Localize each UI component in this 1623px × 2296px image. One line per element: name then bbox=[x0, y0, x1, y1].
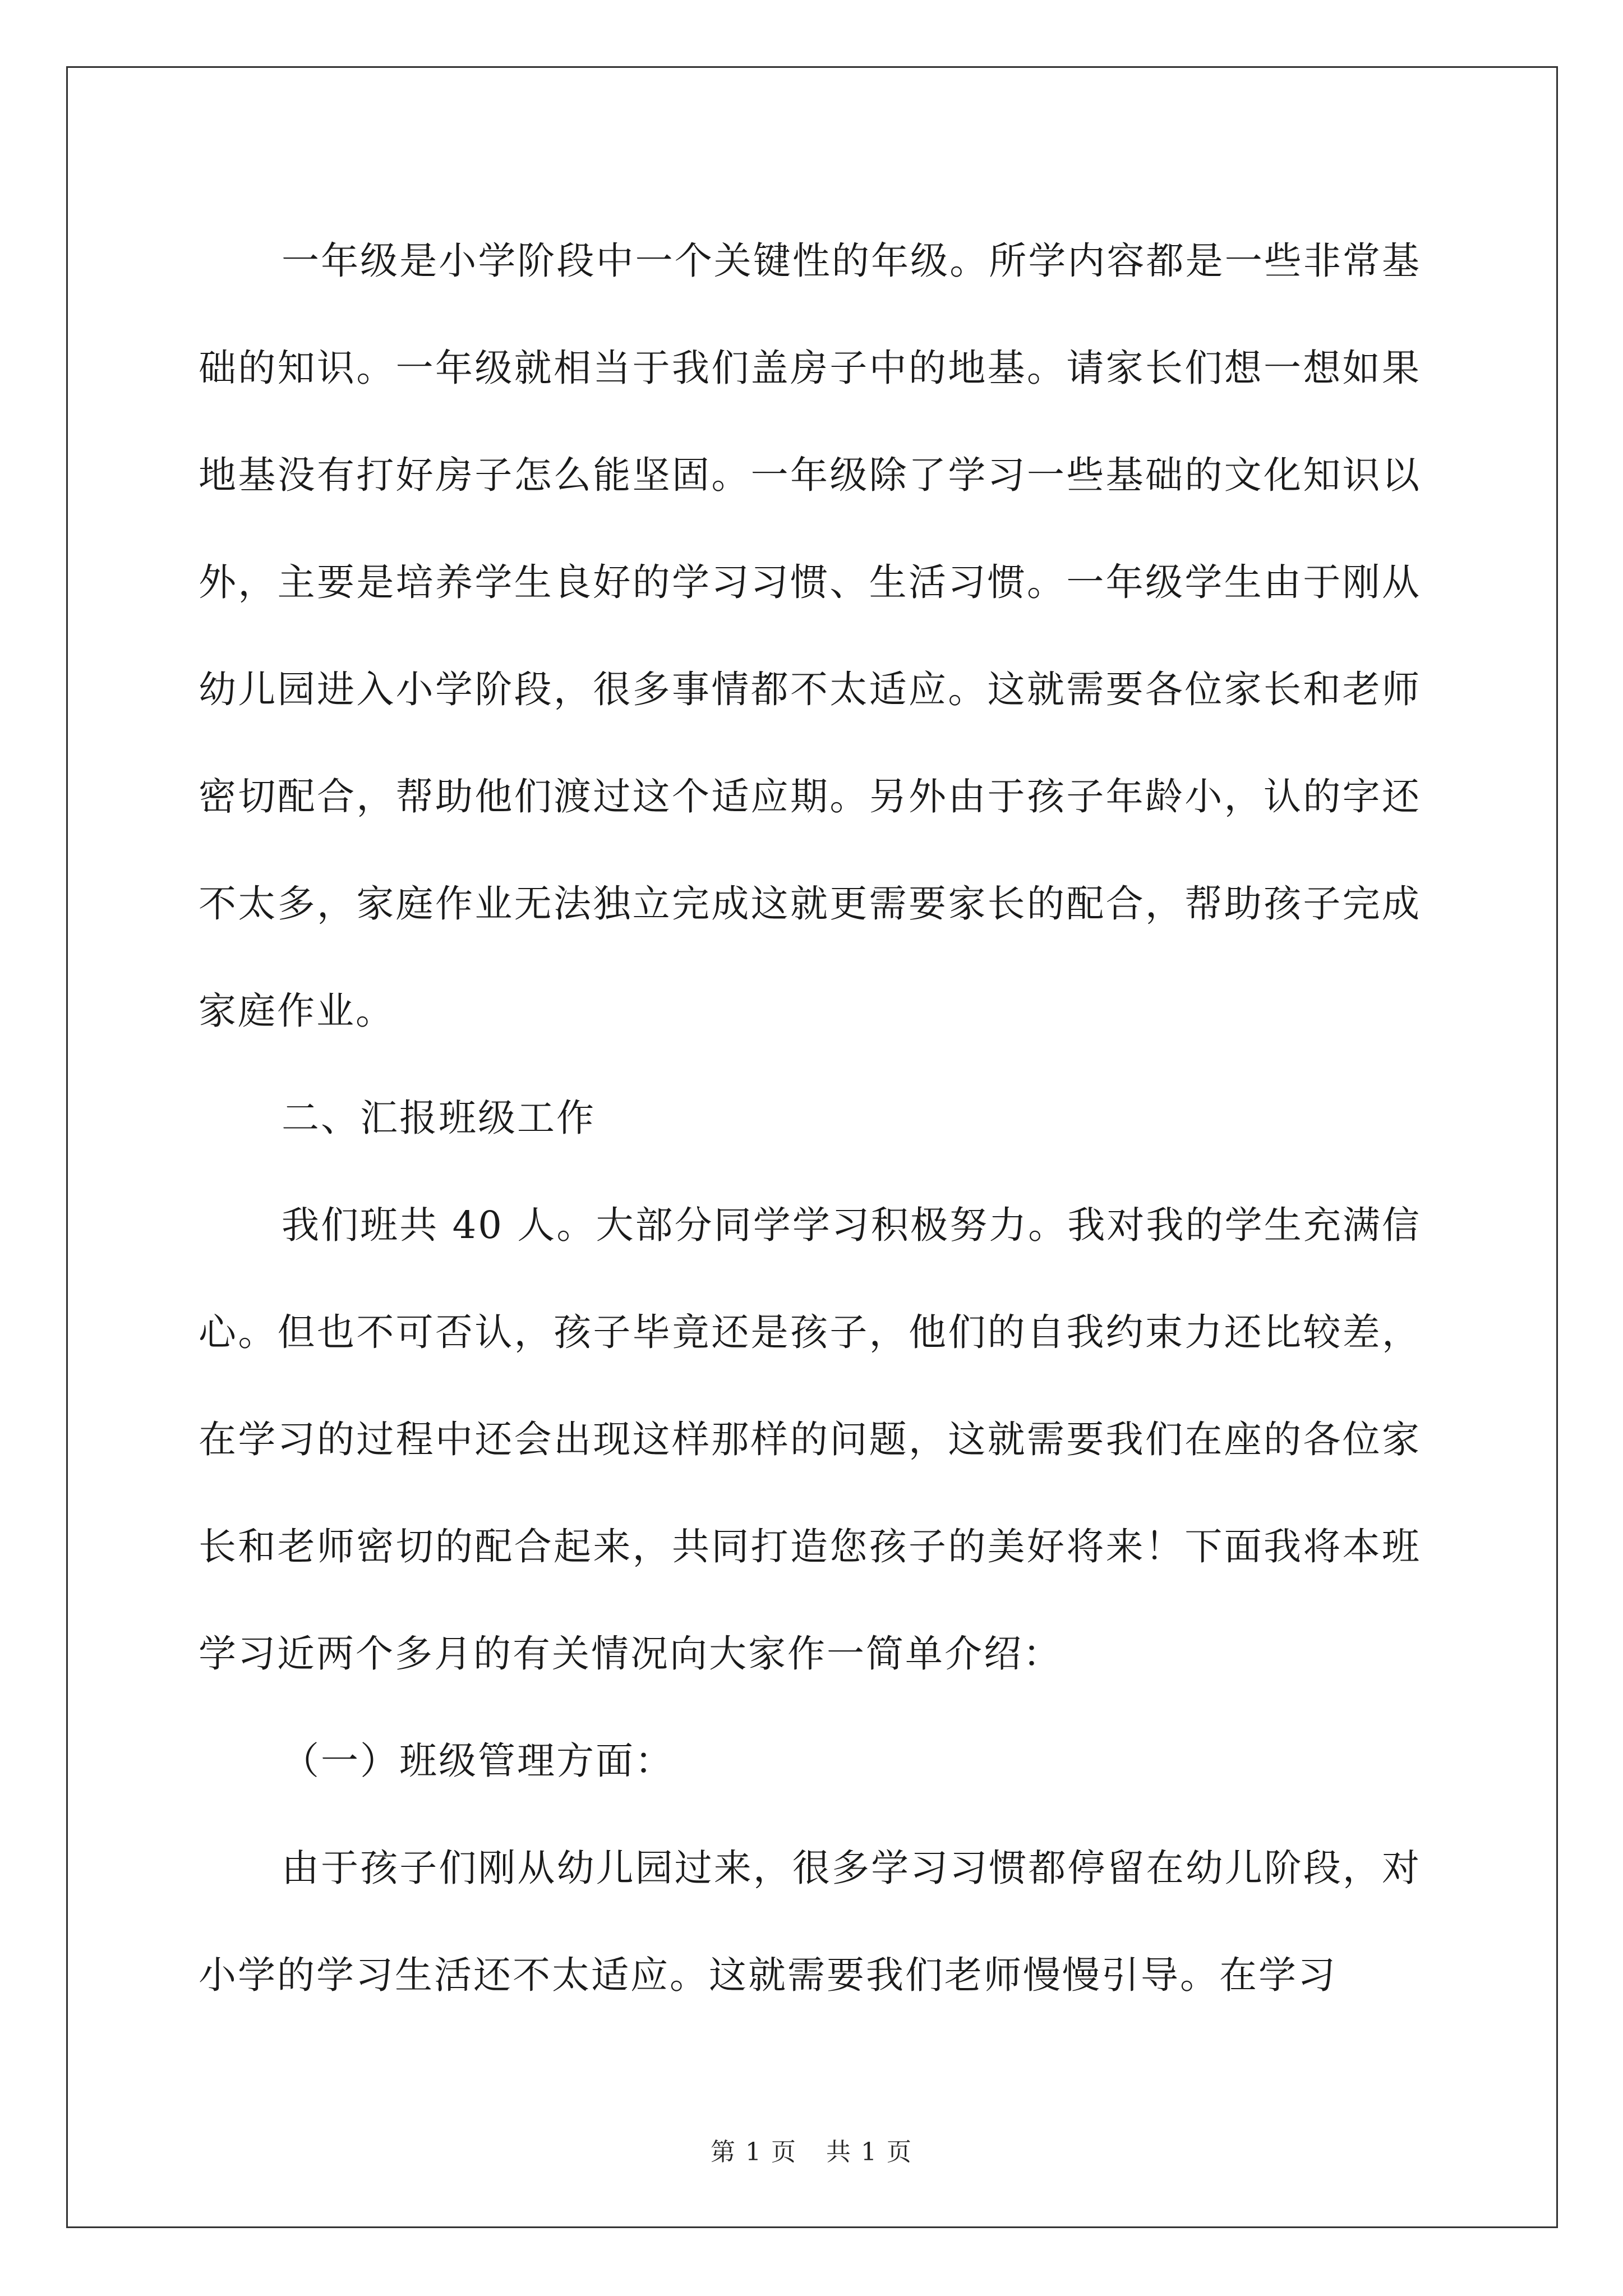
paragraph-class-management: 由于孩子们刚从幼儿园过来，很多学习习惯都停留在幼儿阶段，对小学的学习生活还不太适应。这就需要我们老师慢慢引导。在学习 bbox=[199, 1846, 1421, 1997]
page-footer bbox=[0, 2132, 1623, 2168]
paragraph-class-overview: 我们班共 40 人。大部分同学学习积极努力。我对我的学生充满信心。但也不可否认，孩子毕竟还是孩子，他们的自我约束力还比较差，在学习的过程中还会出现这样那样的问题，这就需要我们在座的各位家长和老师密切的配合起来，共同打造您孩子的美好将来！下面我将本班学习近两个多月的有关情况向大家作一简单介绍： bbox=[199, 1203, 1421, 1676]
page-number-current: 第 1 页 bbox=[711, 2138, 797, 2166]
subsection-heading-class-management: （一）班级管理方面： bbox=[282, 1739, 674, 1783]
section-heading-class-work: 二、汇报班级工作 bbox=[282, 1096, 596, 1140]
page-number-total: 共 1 页 bbox=[826, 2138, 912, 2166]
document-body bbox=[199, 208, 1421, 2029]
paragraph-intro: 一年级是小学阶段中一个关键性的年级。所学内容都是一些非常基础的知识。一年级就相当于我们盖房子中的地基。请家长们想一想如果地基没有打好房子怎么能坚固。一年级除了学习一些基础的文化知识以外，主要是培养学生良好的学习习惯、生活习惯。一年级学生由于刚从幼儿园进入小学阶段，很多事情都不太适应。这就需要各位家长和老师密切配合，帮助他们渡过这个适应期。另外由于孩子年龄小，认的字还不太多，家庭作业无法独立完成这就更需要家长的配合，帮助孩子完成家庭作业。 bbox=[199, 239, 1421, 1033]
